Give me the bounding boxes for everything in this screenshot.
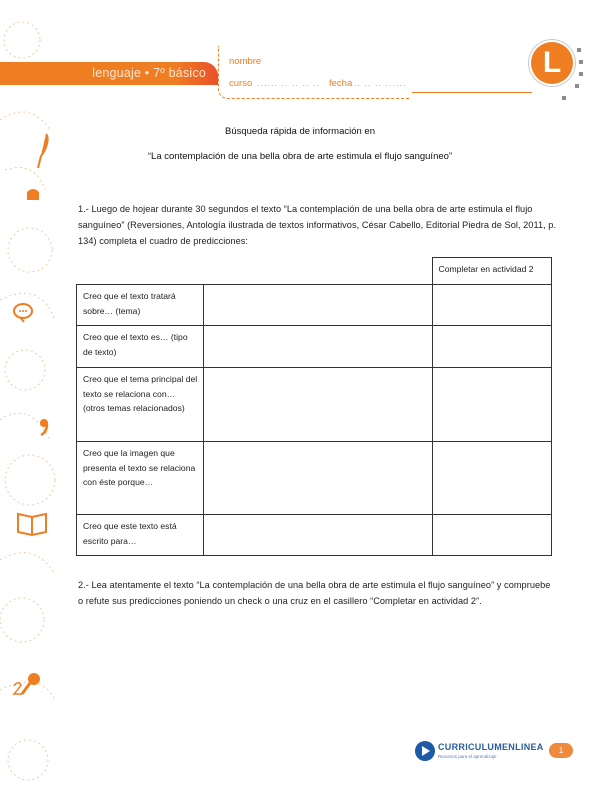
- answer-cell[interactable]: [204, 326, 433, 368]
- open-book-icon: [15, 510, 49, 536]
- prompt-cell: Creo que el tema principal del texto se relaciona con… (otros temas relacionados): [77, 368, 204, 442]
- speech-bubble-icon: [12, 302, 34, 324]
- unit-letter-badge: L: [531, 42, 573, 84]
- prompt-cell: Creo que el texto es… (tipo de texto): [77, 326, 204, 368]
- date-field-blank[interactable]: .. .. .. ......: [354, 78, 407, 88]
- table-row: [77, 285, 552, 326]
- predictions-table: [76, 257, 552, 556]
- grade-label: 7º básico: [153, 66, 206, 80]
- pixel-deco: [577, 48, 581, 52]
- answer-cell[interactable]: [204, 515, 433, 556]
- date-field-label: fecha: [329, 78, 353, 89]
- table-row: [77, 368, 552, 442]
- table-row: [77, 442, 552, 515]
- check-cell[interactable]: [432, 326, 551, 368]
- brand-tagline: Recursos para el aprendizaje: [438, 754, 497, 759]
- prompt-cell: Creo que este texto está escrito para…: [77, 515, 204, 556]
- prompt-cell: Creo que la imagen que presenta el texto se relaciona con éste porque…: [77, 442, 204, 515]
- table-row: [77, 515, 552, 556]
- pixel-deco: [579, 72, 583, 76]
- header-empty-cell: [204, 258, 433, 285]
- check-cell[interactable]: [432, 285, 551, 326]
- document-title: Búsqueda rápida de información en: [225, 126, 375, 137]
- subject-label: lenguaje: [92, 66, 142, 80]
- prompt-cell: Creo que el texto tratará sobre… (tema): [77, 285, 204, 326]
- instruction-1: 1.- Luego de hojear durante 30 segundos el texto “La contemplación de una bella obra de arte estimula el flujo sanguíneo” (Reversiones, Antología ilustrada de textos informativos, César Cabello, Editorial Piedra de Sol, 2011, p. 134) completa el cuadro de predicciones:: [78, 204, 557, 246]
- subject-banner: [0, 62, 218, 85]
- header-check-column: Completar en actividad 2: [432, 258, 551, 285]
- answer-cell[interactable]: [204, 368, 433, 442]
- curriculum-logo: [414, 740, 544, 764]
- header-empty-cell: [77, 258, 204, 285]
- table-row: [77, 326, 552, 368]
- check-cell[interactable]: [432, 515, 551, 556]
- microphone-icon: [12, 672, 42, 698]
- brand-name: CURRICULUMENLINEA: [438, 742, 544, 752]
- check-cell[interactable]: [432, 442, 551, 515]
- pixel-deco: [575, 84, 579, 88]
- student-info-box: [218, 46, 409, 99]
- pixel-deco: [562, 96, 566, 100]
- ink-bottle-icon: [24, 186, 42, 202]
- pixel-deco: [579, 60, 583, 64]
- separator-dot: •: [144, 66, 150, 80]
- page-number-badge: 1: [549, 743, 573, 758]
- document-subtitle: “La contemplación de una bella obra de arte estimula el flujo sanguíneo”: [147, 151, 453, 162]
- answer-cell[interactable]: [204, 442, 433, 515]
- table-header-row: [77, 258, 552, 285]
- course-field-blank[interactable]: ...... .. .. .. ..: [257, 78, 321, 88]
- name-field-label: nombre: [229, 56, 262, 67]
- answer-cell[interactable]: [204, 285, 433, 326]
- subject-grade-label: [92, 66, 206, 80]
- comma-icon: [38, 418, 50, 436]
- header-divider-line: [412, 92, 532, 93]
- course-field-label: curso: [229, 78, 253, 89]
- play-logo-icon: [414, 740, 436, 762]
- instruction-2: 2.- Lea atentamente el texto “La contemplación de una bella obra de arte estimula el flujo sanguíneo” y compruebe o refute sus predicciones poniendo un check o una cruz en el casillero “Completar en actividad 2”.: [78, 580, 551, 606]
- check-cell[interactable]: [432, 368, 551, 442]
